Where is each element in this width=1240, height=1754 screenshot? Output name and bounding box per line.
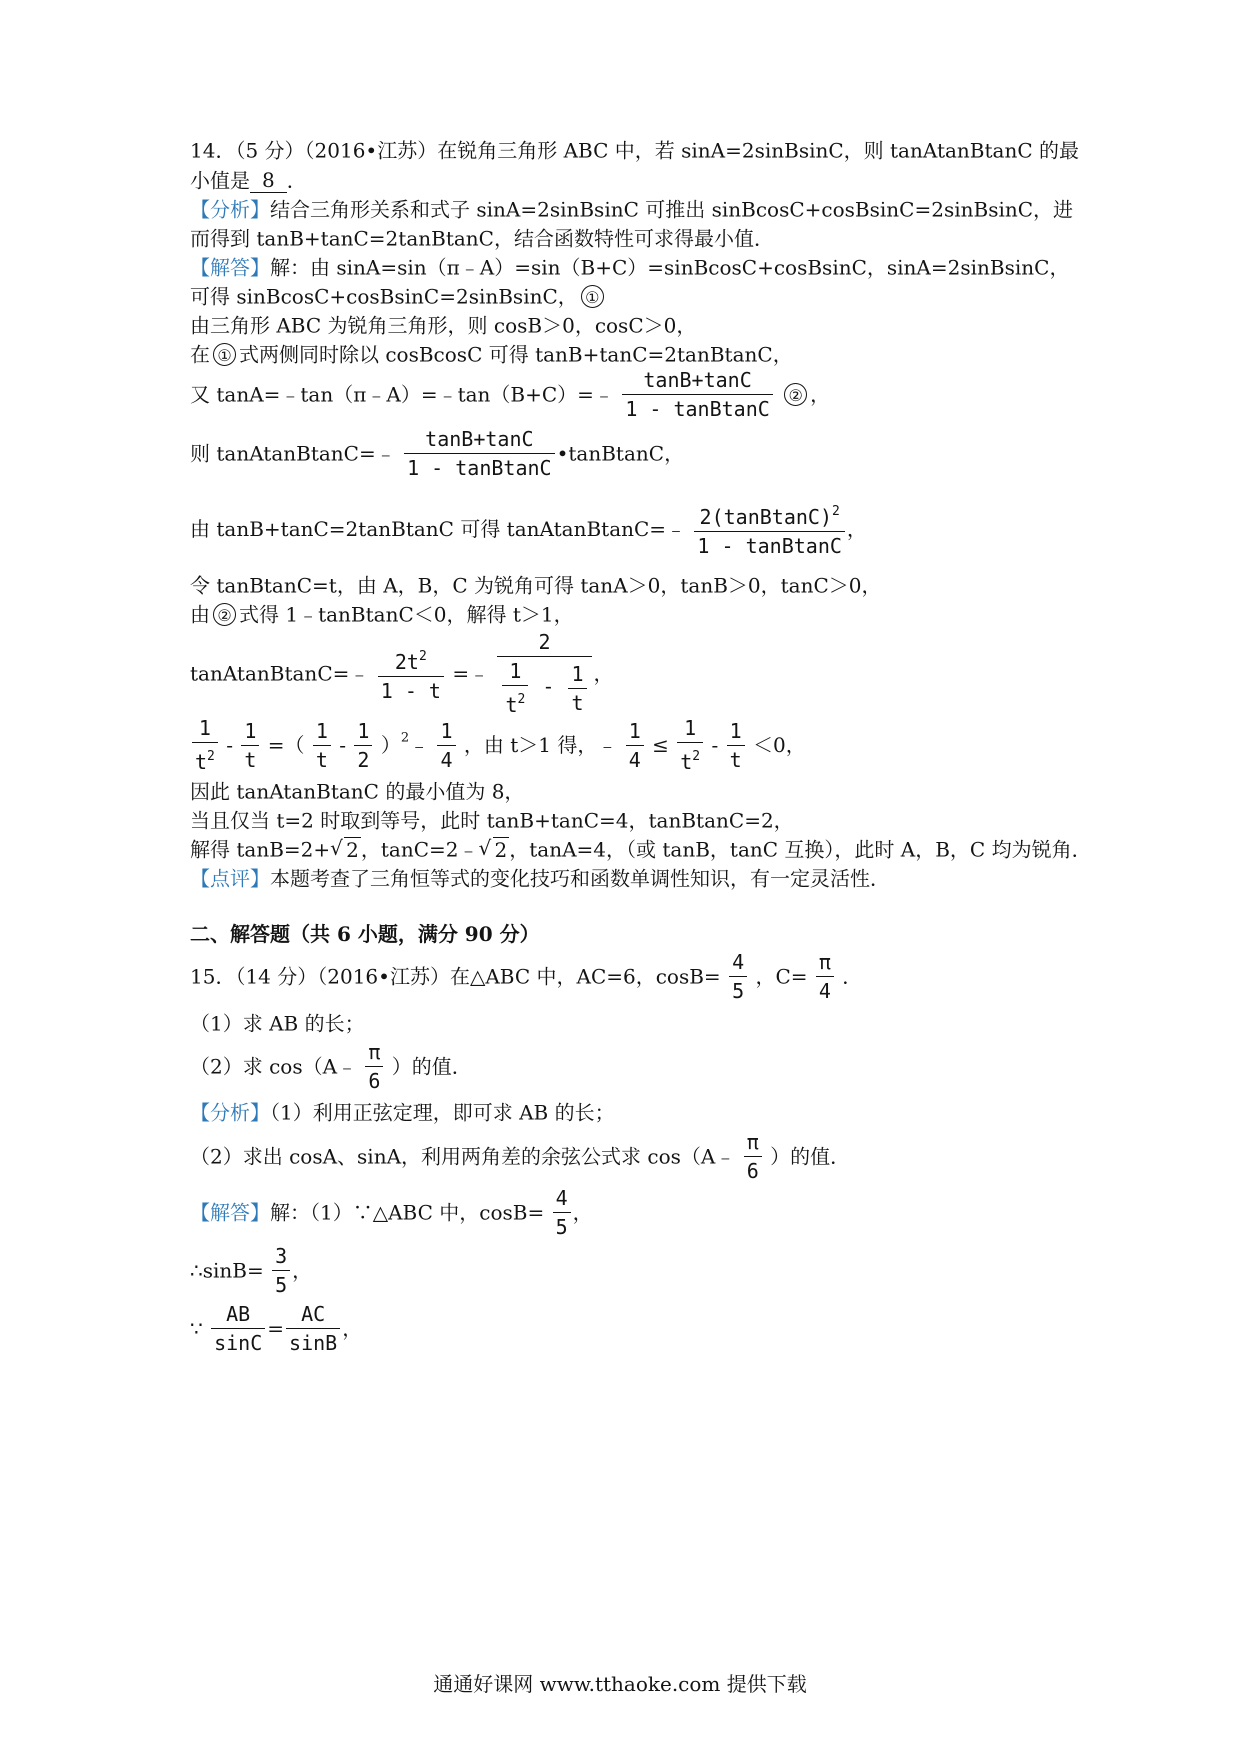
fraction: $\frac{3}{5}$ (272, 1244, 290, 1297)
q14-analysis-1: 【分析】结合三角形关系和式子 sinA=2sinBsinC 可推出 sinBcosC+cosBsinC=2sinBsinC，进 (190, 197, 1074, 222)
solution-tag: 【解答】 (190, 255, 270, 280)
fraction: $\frac{2t^2}{1 - t}$ (378, 645, 444, 703)
q14-sol-6: 则 tanAtanBtanC=﹣ $\frac{\tan B+\tan C}{\text{1 - tanBtanC}}$ •tanBtanC， (190, 427, 685, 480)
q14-analysis-2: 而得到 tanB+tanC=2tanBtanC，结合函数特性可求得最小值． (190, 226, 774, 251)
circled-one: ① (581, 285, 604, 308)
fraction: $\frac{4}{5}$ (729, 950, 747, 1003)
q15-sol-1: 【解答】解：（1）∵△ABC 中，cosB= $\frac{4}{5}$ ， (190, 1186, 593, 1239)
q15-analysis-1: 【分析】（1）利用正弦定理，即可求 AB 的长； (190, 1100, 615, 1125)
fraction: $\frac{1}{t^2}$ (192, 716, 218, 774)
fraction: $\frac{AC}{\sin B}$ (286, 1302, 340, 1355)
q14-sol-8: 令 tanBtanC=t，由 A，B，C 为锐角可得 tanA＞0，tanB＞0，tanC＞0， (190, 573, 882, 598)
answer-blank: 8 (250, 168, 287, 193)
circled-two: ② (213, 603, 236, 626)
q14-sol-4: 在 ① 式两侧同时除以 cosBcosC 可得 tanB+tanC=2tanBtanC， (190, 342, 793, 367)
compound-fraction: 2 $\frac{1}{t^2}$ - $\frac{1}{t}$ (497, 630, 591, 717)
fraction: $\frac{1}{t^2}$ (677, 716, 703, 774)
q14-sol-3: 由三角形 ABC 为锐角三角形，则 cosB＞0，cosC＞0， (190, 313, 697, 338)
sqrt-two: √ 2 (330, 835, 359, 862)
q15-part2: （2）求 cos（A﹣ $\frac{\pi}{6}$ ）的值． (190, 1040, 472, 1093)
q15-sol-2: ∴sinB= $\frac{3}{5}$ ， (190, 1244, 313, 1297)
q15-part1: （1）求 AB 的长； (190, 1011, 365, 1036)
q14-sol-10: tanAtanBtanC=﹣ $\frac{2t^2}{1 - t}$ =﹣ 2 $\frac{1}{t^2}$ - $\frac{1}{t}$ ， (190, 630, 614, 717)
fraction: $\frac{1}{t}$ (568, 662, 586, 715)
analysis-tag: 【分析】 (190, 197, 270, 222)
fraction: $\frac{1}{t}$ (727, 719, 745, 772)
q14-sol-9: 由 ② 式得 1﹣tanBtanC＜0，解得 t＞1， (190, 602, 574, 627)
circled-two: ② (784, 383, 807, 406)
fraction: $\frac{1}{t}$ (313, 719, 331, 772)
q14-sol-2: 可得 sinBcosC+cosBsinC=2sinBsinC， ① (190, 281, 607, 311)
fraction: $\frac{AB}{\sin C}$ (211, 1302, 265, 1355)
q14-sol-14: 解得 tanB=2+ √ 2 ，tanC=2﹣ √ 2 ，tanA=4，（或 tanB，tanC 互换），此时 A，B，C 均为锐角． (190, 835, 1092, 862)
q14-line1: 14．（5 分）（2016•江苏）在锐角三角形 ABC 中，若 sinA=2sinBsinC，则 tanAtanBtanC 的最 (190, 138, 1079, 163)
q14-sol-7: 由 tanB+tanC=2tanBtanC 可得 tanAtanBtanC=﹣ $\frac{2(tanBtanC)^2}{\text{1 - tanBtanC}}$ ， (190, 500, 867, 558)
q14-sol-1: 【解答】解：由 sinA=sin（π﹣A）=sin（B+C）=sinBcosC+cosBsinC，sinA=2sinBsinC， (190, 255, 1070, 280)
q14-line2: 小值是 8 ． (190, 168, 307, 193)
q14-review: 【点评】本题考查了三角恒等式的变化技巧和函数单调性知识，有一定灵活性． (190, 866, 890, 891)
q14-sol-5: 又 tanA=﹣tan（π﹣A）=﹣tan（B+C）=﹣ $\frac{\tan B+\tan C}{\text{1 - tanBtanC}}$ ② ， (190, 368, 831, 421)
fraction: $\frac{4}{5}$ (553, 1186, 571, 1239)
fraction: $\frac{\tan B+\tan C}{\text{1 - tanBtanC}}$ (404, 427, 555, 480)
fraction: $\frac{2(tanBtanC)^2}{\text{1 - tanBtanC}}$ (694, 500, 845, 558)
review-tag: 【点评】 (190, 866, 270, 891)
q14-sol-11: $\frac{1}{t^2}$ - $\frac{1}{t}$ =（ $\frac{1}{t}$ - $\frac{1}{2}$ ）$^2$﹣ $\frac{1}{4}$ ，由 t＞1 得，﹣ $\frac{1}{4}$ ≤ $\frac{1}{t^2}$ - $\frac{1}{t}$ ＜0， (190, 716, 806, 774)
q15-analysis-2: （2）求出 cosA、sinA，利用两角差的余弦公式求 cos（A﹣ $\frac{\pi}{6}$ ）的值． (190, 1130, 851, 1183)
q15-sol-3: ∵ $\frac{AB}{\sin C}$ = $\frac{AC}{\sin B}$ ， (190, 1302, 363, 1355)
fraction: $\frac{1}{4}$ (437, 719, 455, 772)
fraction: $\frac{\pi}{6}$ (744, 1130, 762, 1183)
sqrt-two: √ 2 (478, 835, 508, 862)
fraction: $\frac{1}{2}$ (354, 719, 372, 772)
fraction: $\frac{1}{t}$ (241, 719, 259, 772)
circled-one: ① (213, 343, 236, 366)
q14-sol-12: 因此 tanAtanBtanC 的最小值为 8， (190, 779, 525, 804)
fraction: $\frac{1}{t^2}$ (502, 659, 528, 717)
fraction: $\frac{\pi}{6}$ (365, 1040, 383, 1093)
q15-line1: 15．（14 分）（2016•江苏）在△ABC 中，AC=6，cosB= $\frac{4}{5}$ ，C= $\frac{\pi}{4}$ ． (190, 950, 863, 1003)
analysis-tag: 【分析】 (190, 1100, 270, 1125)
solution-tag: 【解答】 (190, 1200, 270, 1225)
fraction: $\frac{\pi}{4}$ (816, 950, 834, 1003)
section-heading: 二、解答题（共 6 小题，满分 90 分） (190, 922, 540, 946)
fraction: $\frac{1}{4}$ (626, 719, 644, 772)
fraction: $\frac{\tan B+\tan C}{\text{1 - tanBtanC}}$ (622, 368, 773, 421)
q14-sol-13: 当且仅当 t=2 时取到等号，此时 tanB+tanC=4，tanBtanC=2， (190, 808, 794, 833)
page-footer: 通通好课网 www.tthaoke.com 提供下载 (433, 1672, 807, 1696)
